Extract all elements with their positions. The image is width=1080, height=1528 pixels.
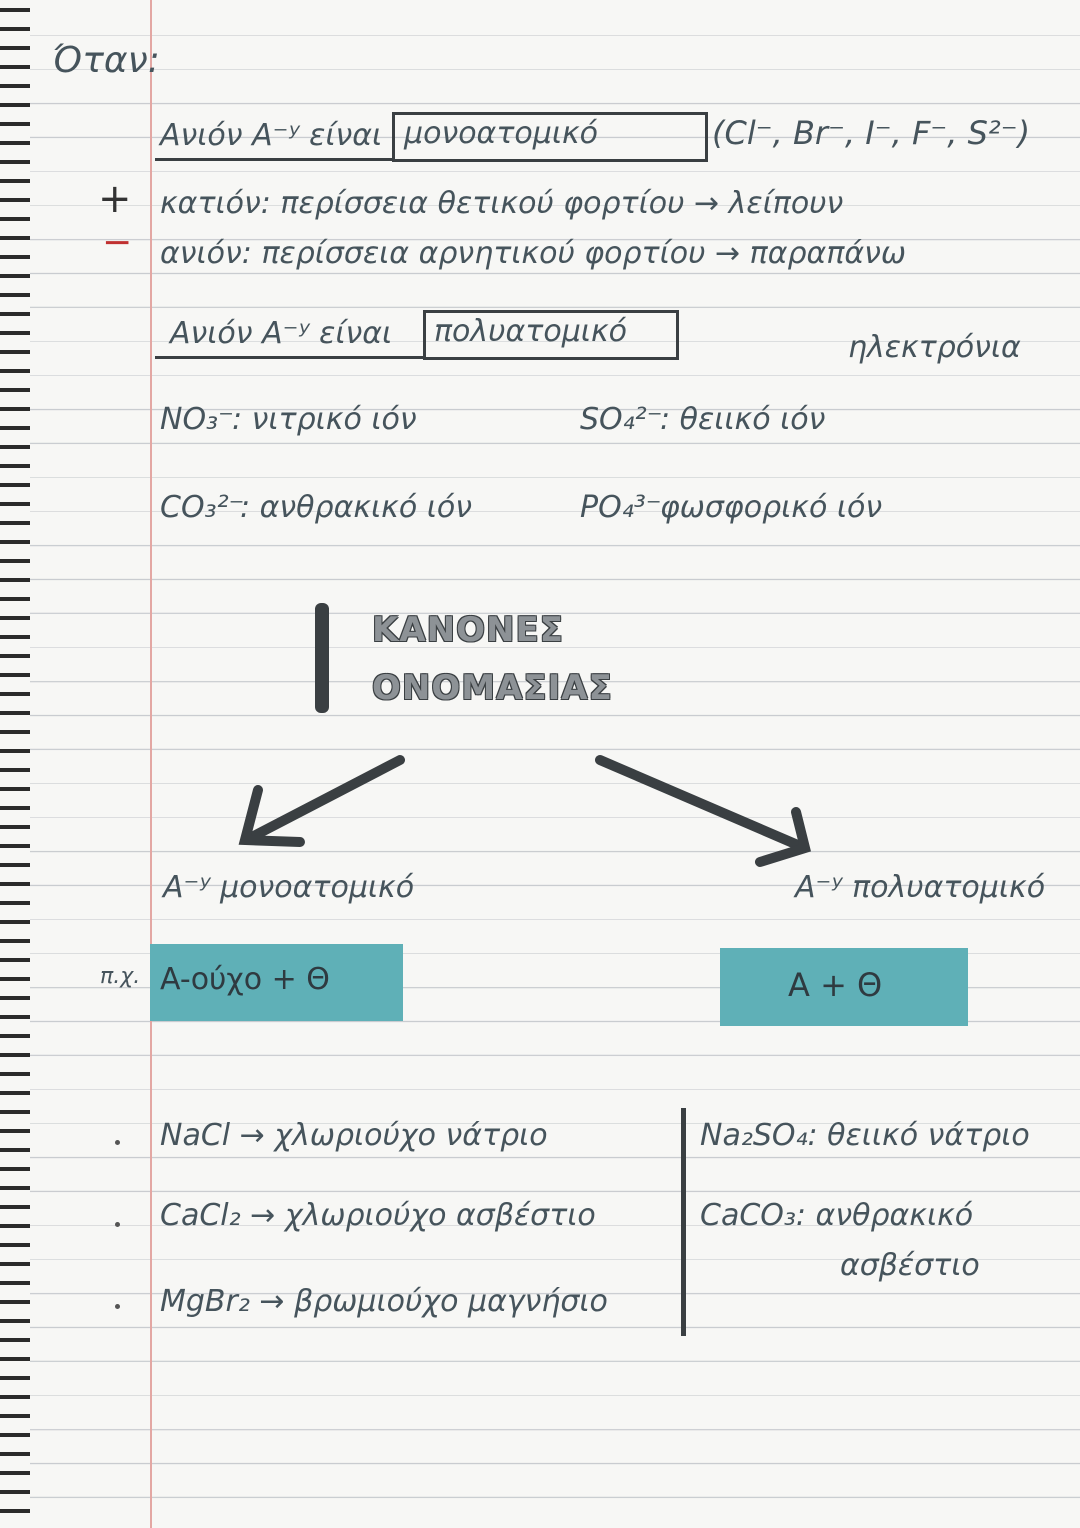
right-example-2: CaCO₃: ανθρακικό [700,1198,974,1233]
ion-co3-formula: CO₃²⁻ [160,490,245,525]
right-example-1: Na₂SO₄: θειικό νάτριο [700,1118,1030,1153]
left-branch-label: A⁻ʸ μονοατομικό [163,870,415,905]
left-rule: A-ούχο + Θ [160,962,330,997]
ion-co3-name: : ανθρακικό ιόν [240,490,473,525]
cation-line: κατιόν: περίσσεια θετικού φορτίου → λείπουν [160,186,844,221]
line2-prefix: Ανιόν A⁻ʸ είναι [170,316,393,351]
right-rule: A + Θ [788,966,883,1004]
line1-prefix: Ανιόν A⁻ʸ είναι [160,118,383,153]
left-arrow [245,760,400,842]
left-example-1: NaCl → χλωριούχο νάτριο [160,1118,548,1153]
minus-sign: − [102,222,133,263]
rules-title-line2: ΟΝΟΜΑΣΙΑΣ [372,668,613,708]
ion-so4-name: : θειικό ιόν [660,402,826,437]
electrons-label: ηλεκτρόνια [848,330,1021,365]
bullet-1 [115,1140,120,1145]
bullet-2 [115,1222,120,1227]
ion-so4-formula: SO₄²⁻ [580,402,663,437]
left-example-3: MgBr₂ → βρωμιούχο μαγνήσιο [160,1284,608,1319]
ion-no3-name: : νιτρικό ιόν [232,402,417,437]
ion-no3-formula: NO₃⁻ [160,402,234,437]
right-arrow [600,760,805,862]
right-branch-label: A⁻ʸ πολυατομικό [795,870,1046,905]
right-example-3: ασβέστιο [840,1248,980,1283]
plus-sign: + [98,176,132,222]
line1-boxed: μονοατομικό [404,116,599,151]
bullet-3 [115,1304,120,1309]
ion-po4-name: φωσφορικό ιόν [660,490,883,525]
line1-suffix: (Cl⁻, Br⁻, I⁻, F⁻, S²⁻) [712,114,1031,152]
heading: Όταν: [52,40,160,81]
rules-title-line1: ΚΑΝΟΝΕΣ [372,610,564,650]
left-example-2: CaCl₂ → χλωριούχο ασβέστιο [160,1198,596,1233]
anion-line: ανιόν: περίσσεια αρνητικού φορτίου → παραπάνω [160,236,907,271]
example-divider [681,1108,686,1336]
ion-po4-formula: PO₄³⁻ [580,490,662,525]
example-label: π.χ. [100,964,141,989]
line2-boxed: πολυατομικό [434,314,627,349]
